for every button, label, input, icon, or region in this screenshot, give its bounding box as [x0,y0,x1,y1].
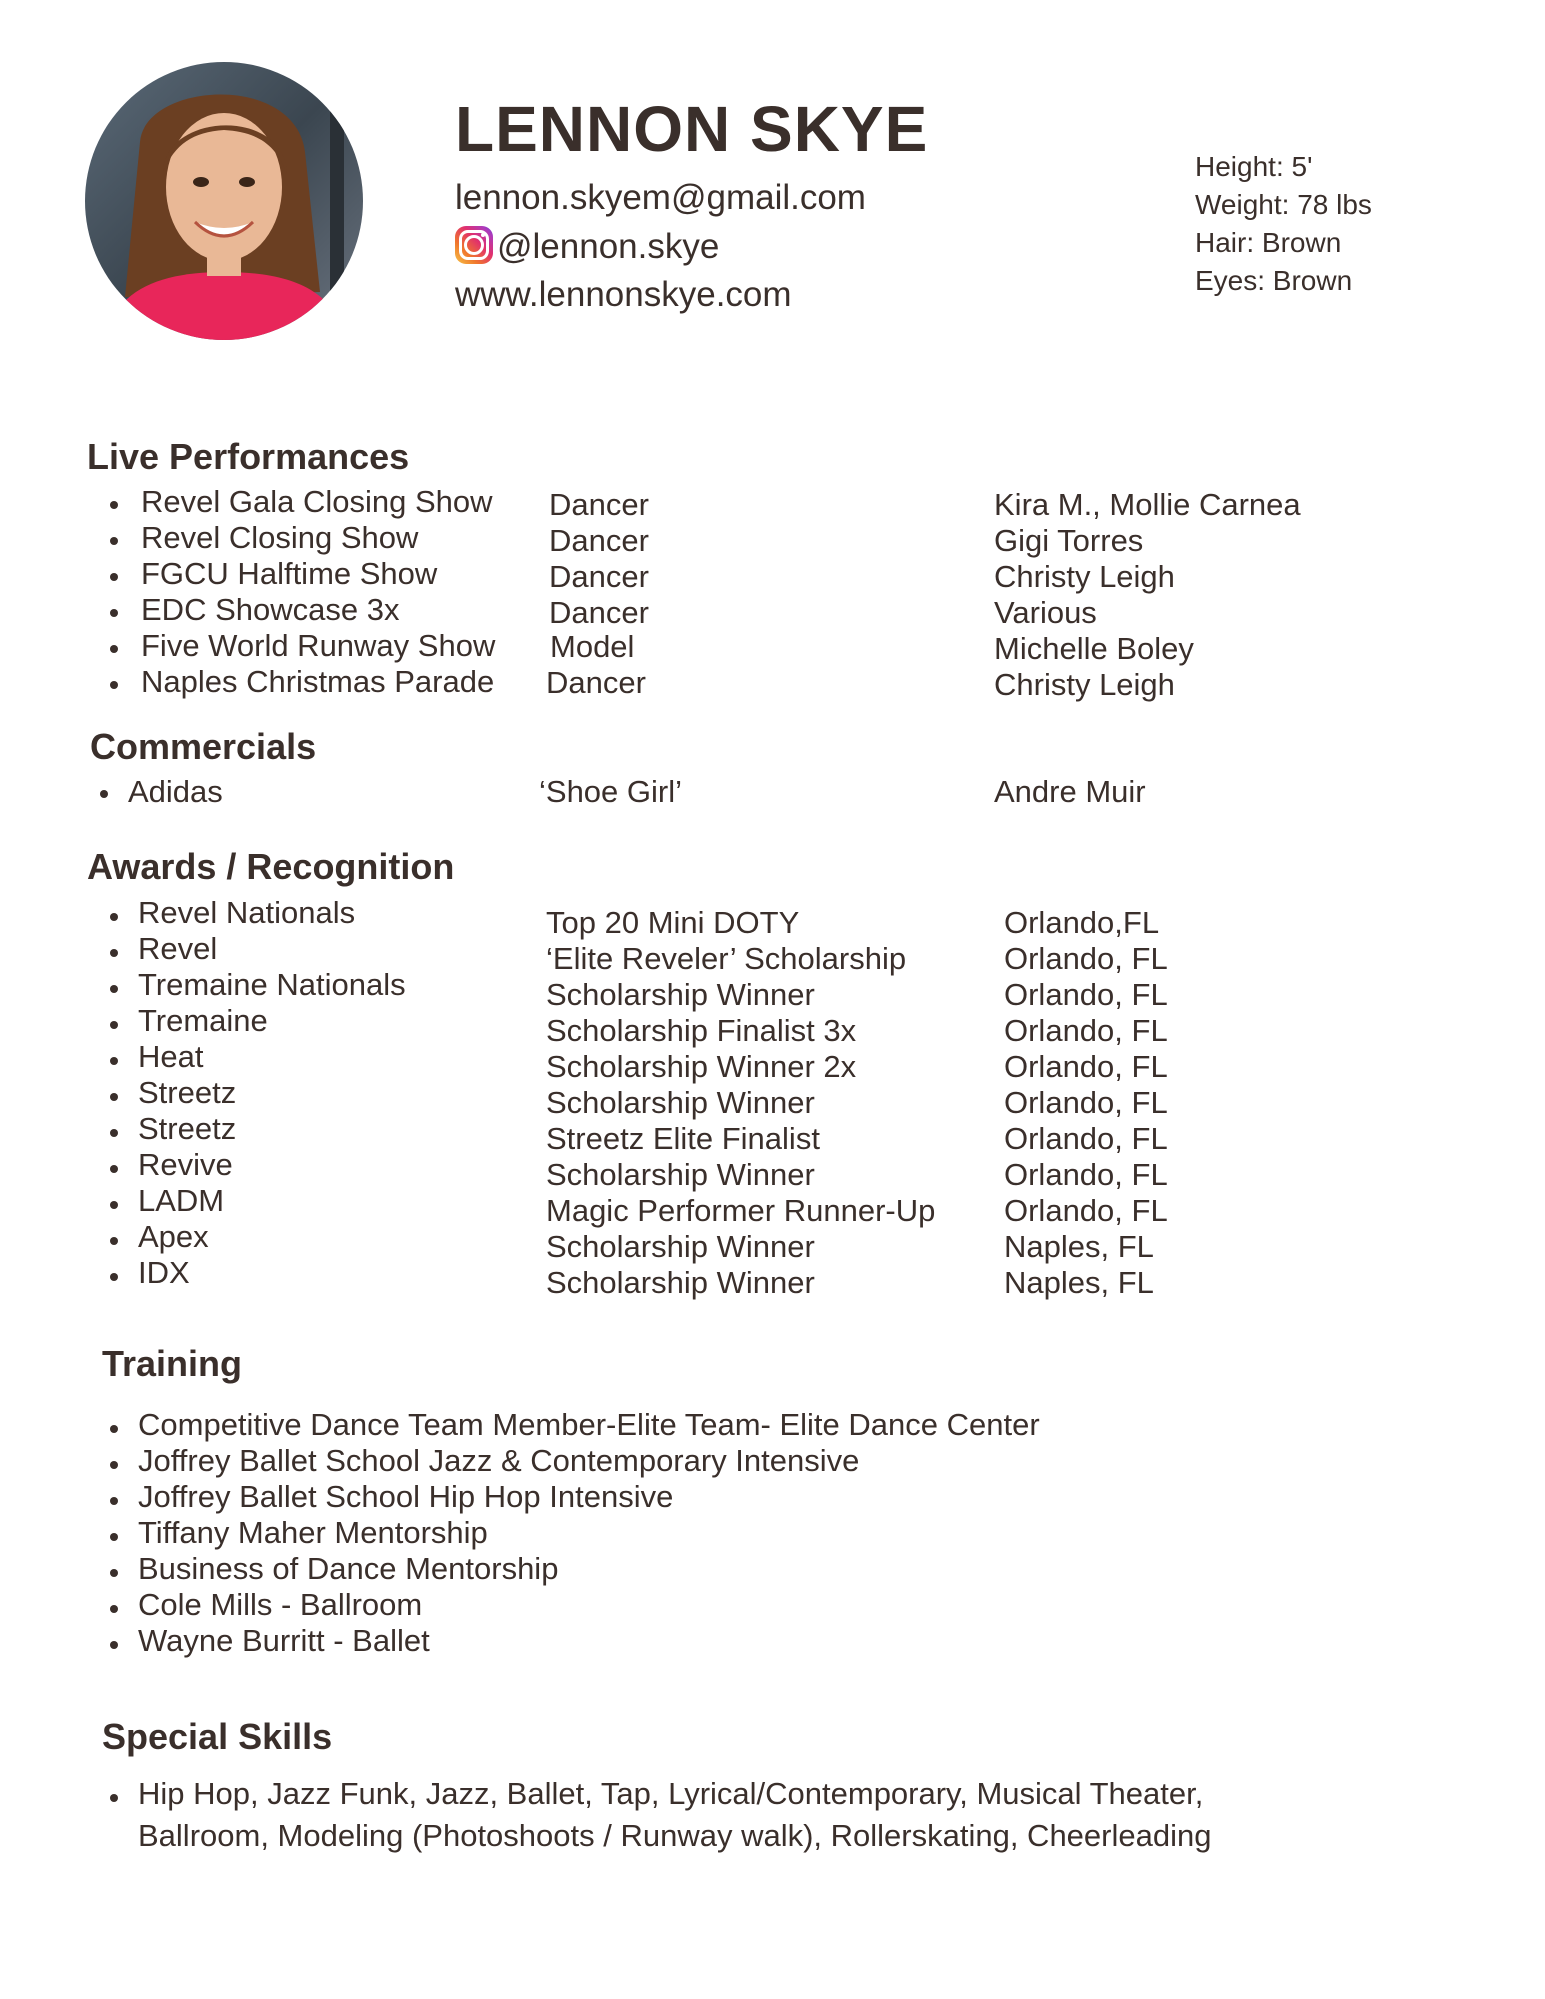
website-link[interactable]: www.lennonskye.com [455,275,792,314]
location: Orlando, FL [1004,941,1168,976]
live-performances-heading: Live Performances [87,436,410,477]
profile-photo [85,62,363,340]
role: Model [550,629,635,664]
role: Dancer [546,665,646,700]
height-stat: Height: 5' [1195,151,1313,182]
role: ‘Shoe Girl’ [539,774,682,809]
event-name: Revel Gala Closing Show [141,484,493,519]
location: Naples, FL [1004,1229,1154,1264]
training-item: Joffrey Ballet School Jazz & Contemporary Intensive [138,1443,860,1478]
award: Top 20 Mini DOTY [546,905,800,940]
role: Dancer [549,523,649,558]
award: Scholarship Winner [546,1085,815,1120]
bullet [110,1129,118,1137]
director: Andre Muir [994,774,1146,809]
bullet [110,1093,118,1101]
award: Scholarship Winner [546,977,815,1012]
location: Naples, FL [1004,1265,1154,1300]
brand: Adidas [128,774,223,809]
event-name: IDX [138,1255,190,1290]
training-item: Wayne Burritt - Ballet [138,1623,430,1658]
director: Christy Leigh [994,667,1175,702]
bullet [110,913,118,921]
location: Orlando, FL [1004,977,1168,1012]
role: Dancer [549,595,649,630]
bullet [110,1533,118,1541]
bullet [110,1605,118,1613]
event-name: Revel [138,931,218,966]
bullet [110,985,118,993]
hair-stat: Hair: Brown [1195,227,1342,258]
bullet [100,790,108,798]
bullet [110,1165,118,1173]
instagram-icon [455,226,493,264]
location: Orlando, FL [1004,1157,1168,1192]
bullet [110,1021,118,1029]
weight-stat: Weight: 78 lbs [1195,189,1372,220]
bullet [110,501,118,509]
bullet [110,1461,118,1469]
location: Orlando,FL [1004,905,1160,940]
location: Orlando, FL [1004,1121,1168,1156]
event-name: Apex [138,1219,209,1254]
event-name: Tremaine Nationals [138,967,406,1002]
special-skills-heading: Special Skills [102,1716,333,1757]
bullet [110,681,118,689]
event-name: EDC Showcase 3x [141,592,400,627]
event-name: Naples Christmas Parade [141,664,495,699]
role: Dancer [549,487,649,522]
director: Various [994,595,1097,630]
bullet [110,1794,118,1802]
award: Scholarship Winner 2x [546,1049,857,1084]
bullet [110,1641,118,1649]
instagram-handle: @lennon.skye [497,227,720,266]
portrait-illustration [85,62,363,340]
award: Streetz Elite Finalist [546,1121,820,1156]
director: Gigi Torres [994,523,1144,558]
bullet [110,537,118,545]
director: Michelle Boley [994,631,1194,666]
location: Orlando, FL [1004,1049,1168,1084]
director: Kira M., Mollie Carnea [994,487,1301,522]
award: Scholarship Finalist 3x [546,1013,857,1048]
training-heading: Training [102,1343,243,1384]
event-name: Tremaine [138,1003,268,1038]
bullet [110,1569,118,1577]
bullet [110,1057,118,1065]
director: Christy Leigh [994,559,1175,594]
event-name: Revel Closing Show [141,520,419,555]
award: Scholarship Winner [546,1265,815,1300]
award: Scholarship Winner [546,1229,815,1264]
awards-heading: Awards / Recognition [87,846,455,887]
location: Orlando, FL [1004,1013,1168,1048]
training-item: Competitive Dance Team Member-Elite Team- Elite Dance Center [138,1407,1040,1442]
event-name: Revive [138,1147,233,1182]
training-item: Cole Mills - Ballroom [138,1587,423,1622]
bullet [110,1237,118,1245]
event-name: Streetz [138,1111,237,1146]
bullet [110,573,118,581]
bullet [110,1273,118,1281]
location: Orlando, FL [1004,1085,1168,1120]
training-item: Business of Dance Mentorship [138,1551,559,1586]
event-name: Streetz [138,1075,237,1110]
location: Orlando, FL [1004,1193,1168,1228]
bullet [110,645,118,653]
commercials-heading: Commercials [90,726,317,767]
role: Dancer [549,559,649,594]
instagram-link[interactable] [455,226,719,267]
email-link[interactable]: lennon.skyem@gmail.com [455,178,866,217]
skills-line-2: Ballroom, Modeling (Photoshoots / Runway walk), Rollerskating, Cheerleading [138,1818,1212,1853]
skills-line-1: Hip Hop, Jazz Funk, Jazz, Ballet, Tap, Lyrical/Contemporary, Musical Theater, [138,1776,1204,1811]
person-name: LENNON SKYE [455,93,929,165]
training-item: Tiffany Maher Mentorship [138,1515,488,1550]
event-name: FGCU Halftime Show [141,556,438,591]
bullet [110,1201,118,1209]
event-name: LADM [138,1183,225,1218]
event-name: Revel Nationals [138,895,356,930]
event-name: Five World Runway Show [141,628,496,663]
training-item: Joffrey Ballet School Hip Hop Intensive [138,1479,674,1514]
event-name: Heat [138,1039,204,1074]
bullet [110,949,118,957]
award: Scholarship Winner [546,1157,815,1192]
bullet [110,1497,118,1505]
eyes-stat: Eyes: Brown [1195,265,1353,296]
award: ‘Elite Reveler’ Scholarship [546,941,907,976]
award: Magic Performer Runner-Up [546,1193,936,1228]
bullet [110,1425,118,1433]
bullet [110,609,118,617]
